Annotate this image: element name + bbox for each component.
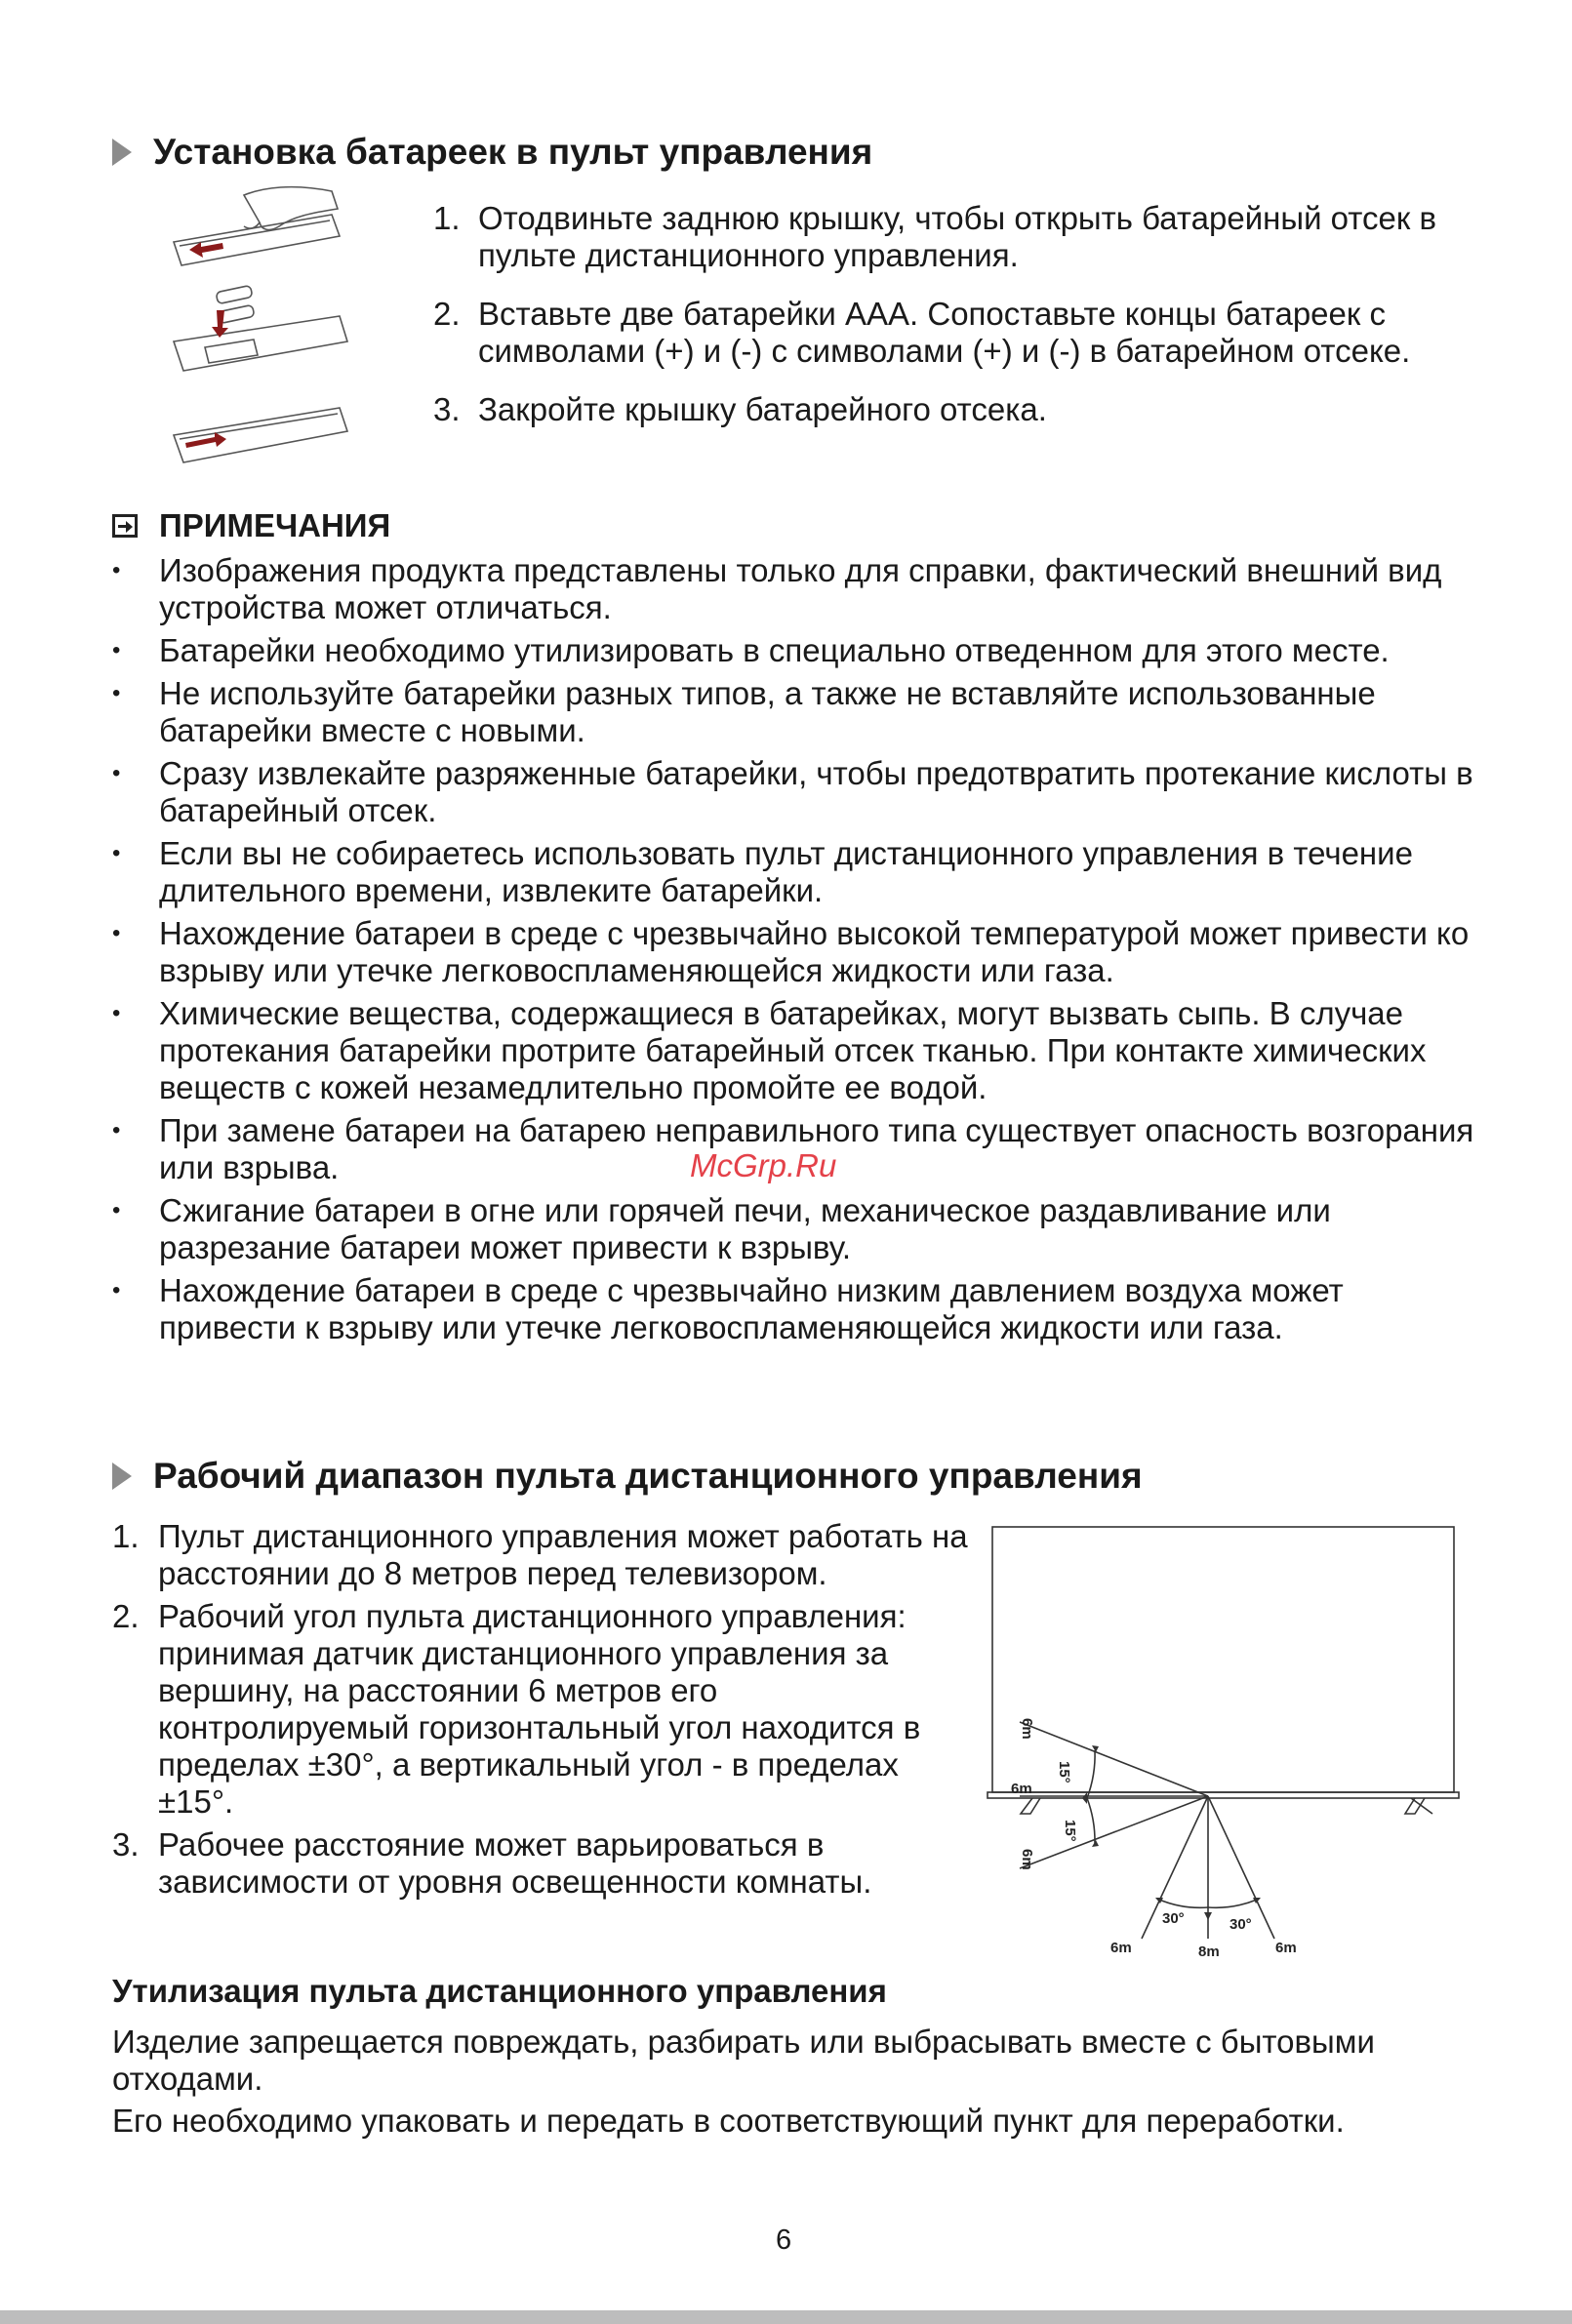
list-item: • Сразу извлекайте разряженные батарейки, чтобы предотвратить протекание кислоты в батарейный отсек. [112,755,1473,828]
note-icon [112,514,138,538]
list-item: 3. Рабочее расстояние может варьироваться в зависимости от уровня освещенности комнаты. [112,1826,872,1900]
remote-range-diagram [986,1517,1493,1966]
tv-stand-left [1021,1798,1040,1814]
disposal-paragraph-1: Изделие запрещается повреждать, разбирать или выбрасывать вместе с бытовыми отходами. [112,2023,1375,2097]
label-15-lower: 15° [1062,1820,1078,1842]
section-title: Рабочий диапазон пульта дистанционного управления [153,1456,1143,1496]
label-15-upper: 15° [1056,1761,1072,1783]
label-6m-left: 6m [1110,1940,1132,1956]
list-item: • Нахождение батареи в среде с чрезвычайно высокой температурой может привести ко взрыву или утечке легковоспламеняющейся жидкости или газа. [112,915,1470,988]
list-item: 2. Вставьте две батарейки ААА. Сопоставьте концы батареек с символами (+) и (-) с символами (+) и (-) в батарейном отсеке. [433,296,1411,369]
label-6m-middle: 6m [1011,1781,1032,1797]
notes-heading: ПРИМЕЧАНИЯ [112,507,390,544]
label-30-right: 30° [1229,1916,1252,1933]
tv-screen-outline [992,1527,1454,1792]
label-6m-lower: 6m [1019,1849,1035,1870]
label-6m-upper: 6m [1019,1718,1035,1740]
page-number: 6 [776,2224,792,2256]
list-item: • Химические вещества, содержащиеся в батарейках, могут вызвать сыпь. В случае протекания батарейки протрите батарейный отсек тканью. При контакте химических веществ с кожей незамедлительно промойте ее водой. [112,995,1427,1105]
heading-arrow-icon [112,139,132,166]
section-remote-range-heading [112,1456,1143,1497]
section-title: Установка батареек в пульт управления [153,132,873,172]
list-item: 3. Закройте крышку батарейного отсека. [433,391,1047,427]
list-item: • При замене батареи на батарею неправильного типа существует опасность возгорания или взрыва. [112,1112,1474,1185]
list-item: 1. Пульт дистанционного управления может работать на расстоянии до 8 метров перед телевизором. [112,1518,968,1591]
remote-range-steps [112,1518,971,1906]
disposal-paragraph-2: Его необходимо упаковать и передать в соответствующий пункт для переработки. [112,2103,1345,2139]
label-8m: 8m [1198,1943,1220,1960]
label-6m-right: 6m [1275,1940,1297,1956]
list-item: 1. Отодвиньте заднюю крышку, чтобы открыть батарейный отсек в пульте дистанционного управления. [433,200,1437,273]
battery-install-illustration [166,185,371,468]
battery-install-steps [429,200,1522,450]
heading-arrow-icon [112,1463,132,1490]
section-battery-install-heading [112,132,872,173]
list-item: • Изображения продукта представлены только для справки, фактический внешний вид устройства может отличаться. [112,552,1442,625]
list-item: • Если вы не собираетесь использовать пульт дистанционного управления в течение длительного времени, извлеките батарейки. [112,835,1413,908]
list-item: • Батарейки необходимо утилизировать в специально отведенном для этого месте. [112,632,1390,668]
list-item: • Не используйте батарейки разных типов, а также не вставляйте использованные батарейки вместе с новыми. [112,675,1376,748]
notes-list [112,552,1478,1352]
label-30-left: 30° [1162,1910,1185,1927]
list-item: • Нахождение батареи в среде с чрезвычайно низким давлением воздуха может привести к взрыву или утечке легковоспламеняющейся жидкости или газа. [112,1272,1344,1345]
list-item: • Сжигание батареи в огне или горячей печи, механическое раздавливание или разрезание батареи может привести к взрыву. [112,1192,1331,1265]
bottom-divider [0,2310,1572,2324]
disposal-heading: Утилизация пульта дистанционного управления [112,1973,887,2009]
list-item: 2. Рабочий угол пульта дистанционного управления: принимая датчик дистанционного управления за вершину, на расстоянии 6 метров его контролируемый горизонтальный угол находится в пределах ±30°, а вертикальный угол - в пределах ±15°. [112,1598,921,1820]
watermark: McGrp.Ru [690,1147,837,1183]
